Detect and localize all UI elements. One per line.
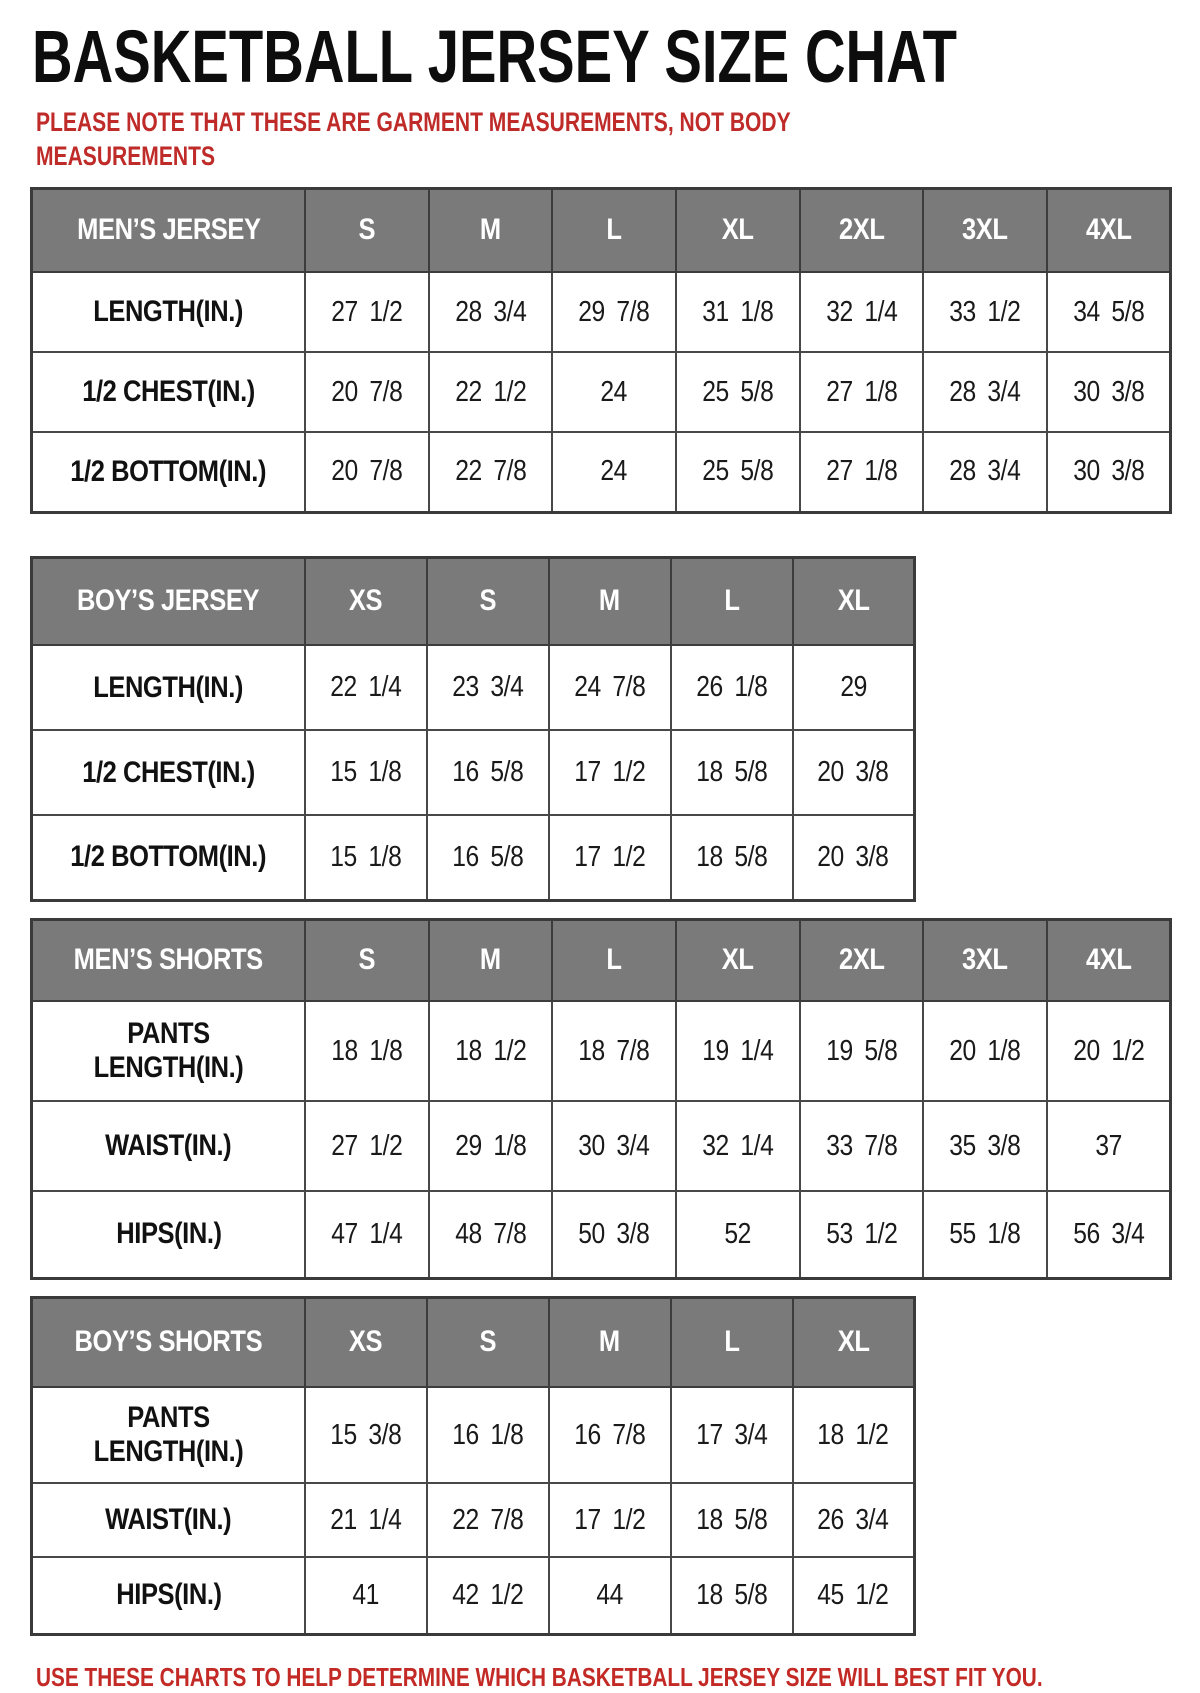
- size-column-header-s: [305, 919, 429, 1001]
- size-column-header-3xl-text: 3XL: [962, 213, 1008, 247]
- mens-jersey-table-section: [30, 187, 1172, 514]
- size-value: [676, 1191, 800, 1278]
- size-column-header-l-text: L: [724, 584, 740, 618]
- size-value: [305, 645, 427, 730]
- size-column-header-m: [549, 557, 671, 645]
- row-label: [32, 1191, 306, 1278]
- size-value: [671, 730, 793, 815]
- size-value-text: 41: [352, 1578, 380, 1611]
- size-value: [800, 1101, 924, 1191]
- size-column-header-xl-text: XL: [837, 1325, 870, 1359]
- boys-shorts-row-2: [32, 1483, 915, 1557]
- size-value: [427, 730, 549, 815]
- size-column-header-xl: [676, 188, 800, 272]
- size-column-header-xs-text: XS: [349, 584, 383, 618]
- size-column-header-3xl-text: 3XL: [962, 943, 1008, 977]
- boys-jersey-table-section: [30, 556, 1172, 902]
- row-label-text: PANTS LENGTH(IN.): [93, 1016, 244, 1085]
- size-value: [1047, 272, 1171, 352]
- size-value: [1047, 1191, 1171, 1278]
- size-value-text: 25 5/8: [702, 455, 774, 488]
- size-value-text: 17 3/4: [696, 1418, 768, 1451]
- size-value: [552, 1101, 676, 1191]
- size-value-text: 33 1/2: [949, 295, 1021, 328]
- size-column-header-m-text: M: [480, 943, 501, 977]
- row-label: [32, 730, 306, 815]
- size-column-header-m: [429, 188, 553, 272]
- size-value-text: 32 1/4: [825, 295, 897, 328]
- boys-shorts-table: [30, 1296, 916, 1636]
- size-value-text: 25 5/8: [702, 375, 774, 408]
- size-value-text: 24: [600, 375, 628, 408]
- size-value: [305, 1191, 429, 1278]
- size-value: [800, 272, 924, 352]
- size-value-text: 18 5/8: [696, 756, 768, 789]
- size-value: [800, 1001, 924, 1101]
- size-value: [1047, 1101, 1171, 1191]
- size-column-header-l-text: L: [724, 1325, 740, 1359]
- page-title: [32, 16, 1172, 99]
- size-column-header-4xl-text: 4XL: [1085, 213, 1132, 247]
- boys-shorts-label: [32, 1297, 306, 1387]
- size-column-header-xl-text: XL: [721, 943, 754, 977]
- row-label-text: 1/2 BOTTOM(IN.): [70, 454, 267, 488]
- row-label-text: HIPS(IN.): [115, 1217, 222, 1251]
- size-value: [549, 1557, 671, 1634]
- garment-measurement-note-text: PLEASE NOTE THAT THESE ARE GARMENT MEASUREMENTS, NOT BODY MEASUREMENTS: [36, 106, 791, 171]
- size-value: [552, 272, 676, 352]
- size-column-header-m-text: M: [599, 1325, 621, 1359]
- boys-shorts-row-1: [32, 1387, 915, 1483]
- size-value: [549, 645, 671, 730]
- size-value-text: 45 1/2: [817, 1578, 889, 1611]
- size-value-text: 22 7/8: [454, 455, 527, 488]
- footer-note: [36, 1662, 1172, 1693]
- size-value: [800, 432, 924, 512]
- size-value: [429, 352, 553, 432]
- size-value: [923, 1001, 1047, 1101]
- mens-shorts-label-text: MEN’S SHORTS: [73, 943, 263, 977]
- size-value-text: 29: [839, 671, 867, 704]
- row-label-text: WAIST(IN.): [105, 1503, 232, 1537]
- page-title-text: BASKETBALL JERSEY SIZE CHAT: [32, 15, 957, 98]
- size-value-text: 47 1/4: [331, 1217, 403, 1250]
- size-value-text: 56 3/4: [1072, 1217, 1144, 1250]
- size-column-header-l-text: L: [606, 943, 622, 977]
- size-value-text: 44: [596, 1578, 624, 1611]
- mens-jersey-label: [32, 188, 306, 272]
- size-value: [427, 815, 549, 900]
- size-value: [549, 815, 671, 900]
- size-value: [305, 1483, 427, 1557]
- size-value-text: 34 5/8: [1072, 295, 1144, 328]
- row-label-text: PANTS LENGTH(IN.): [93, 1400, 244, 1469]
- size-column-header-2xl: [800, 919, 924, 1001]
- size-value-text: 23 3/4: [452, 671, 524, 704]
- row-label: [32, 1101, 306, 1191]
- size-column-header-l: [552, 919, 676, 1001]
- mens-shorts-row-1: [32, 1001, 1171, 1101]
- size-value: [676, 272, 800, 352]
- mens-jersey-table: [30, 187, 1172, 514]
- size-value-text: 16 7/8: [574, 1418, 646, 1451]
- size-value-text: 37: [1095, 1129, 1122, 1162]
- size-column-header-4xl: [1047, 188, 1171, 272]
- size-value: [800, 1191, 924, 1278]
- size-value-text: 18 7/8: [578, 1034, 650, 1067]
- size-value-text: 35 3/8: [949, 1129, 1021, 1162]
- size-column-header-l: [552, 188, 676, 272]
- size-value: [549, 1387, 671, 1483]
- size-value-text: 30 3/8: [1072, 375, 1144, 408]
- size-value-text: 17 1/2: [574, 756, 646, 789]
- size-value-text: 48 7/8: [454, 1217, 527, 1250]
- size-value-text: 21 1/4: [330, 1503, 402, 1536]
- size-column-header-xs-text: XS: [349, 1325, 383, 1359]
- row-label: [32, 432, 306, 512]
- size-value-text: 18 1/2: [454, 1034, 527, 1067]
- boys-shorts-label-text: BOY’S SHORTS: [74, 1325, 263, 1359]
- size-column-header-l: [671, 557, 793, 645]
- size-column-header-3xl: [923, 919, 1047, 1001]
- size-value: [429, 1001, 553, 1101]
- size-column-header-4xl-text: 4XL: [1085, 943, 1132, 977]
- row-label: [32, 1483, 306, 1557]
- size-column-header-s-text: S: [479, 1325, 497, 1359]
- size-value: [671, 1483, 793, 1557]
- size-value-text: 29 1/8: [454, 1129, 527, 1162]
- size-value: [923, 272, 1047, 352]
- size-value: [793, 1387, 915, 1483]
- boys-shorts-row-3: [32, 1557, 915, 1634]
- row-label-text: HIPS(IN.): [115, 1578, 222, 1612]
- size-column-header-s-text: S: [358, 213, 376, 247]
- mens-jersey-row-2: [32, 352, 1171, 432]
- size-value-text: 27 1/2: [331, 295, 403, 328]
- row-label: [32, 815, 306, 900]
- size-value: [671, 1387, 793, 1483]
- size-value-text: 27 1/8: [825, 455, 897, 488]
- size-value: [923, 352, 1047, 432]
- size-value: [429, 272, 553, 352]
- size-value-text: 20 7/8: [331, 375, 403, 408]
- row-label-text: LENGTH(IN.): [93, 670, 244, 704]
- row-label-text: 1/2 CHEST(IN.): [82, 375, 255, 409]
- mens-shorts-table: [30, 918, 1172, 1280]
- size-value: [305, 1101, 429, 1191]
- garment-measurement-note: [36, 105, 1172, 173]
- size-value: [793, 645, 915, 730]
- size-value: [305, 432, 429, 512]
- size-value-text: 19 5/8: [825, 1034, 897, 1067]
- size-column-header-2xl: [800, 188, 924, 272]
- boys-jersey-label: [32, 557, 306, 645]
- size-value-text: 22 7/8: [452, 1503, 524, 1536]
- size-value-text: 22 1/2: [454, 375, 527, 408]
- size-value: [305, 815, 427, 900]
- size-value: [552, 1191, 676, 1278]
- size-value: [305, 352, 429, 432]
- size-column-header-m: [549, 1297, 671, 1387]
- size-value-text: 15 1/8: [330, 756, 402, 789]
- size-value-text: 27 1/8: [825, 375, 897, 408]
- mens-jersey-row-1: [32, 272, 1171, 352]
- size-value: [305, 272, 429, 352]
- size-value-text: 30 3/4: [578, 1129, 650, 1162]
- size-value-text: 42 1/2: [452, 1578, 524, 1611]
- size-value-text: 27 1/2: [331, 1129, 403, 1162]
- row-label: [32, 352, 306, 432]
- size-value-text: 17 1/2: [574, 840, 646, 873]
- size-column-header-4xl: [1047, 919, 1171, 1001]
- size-value-text: 20 1/8: [949, 1034, 1021, 1067]
- size-value: [427, 1557, 549, 1634]
- size-value: [429, 432, 553, 512]
- row-label-text: LENGTH(IN.): [93, 295, 244, 329]
- footer-note-text: USE THESE CHARTS TO HELP DETERMINE WHICH BASKETBALL JERSEY SIZE WILL BEST FIT YOU.: [36, 1661, 1043, 1692]
- size-value: [552, 432, 676, 512]
- size-value: [429, 1191, 553, 1278]
- size-column-header-2xl-text: 2XL: [838, 213, 885, 247]
- size-value-text: 18 5/8: [696, 840, 768, 873]
- size-value-text: 32 1/4: [702, 1129, 774, 1162]
- size-value: [305, 730, 427, 815]
- size-column-header-s-text: S: [479, 584, 497, 618]
- size-value-text: 20 7/8: [331, 455, 403, 488]
- size-value-text: 20 1/2: [1072, 1034, 1144, 1067]
- size-value: [793, 1557, 915, 1634]
- size-value-text: 18 1/8: [331, 1034, 403, 1067]
- size-value: [671, 815, 793, 900]
- size-value-text: 18 5/8: [696, 1578, 768, 1611]
- size-column-header-s: [427, 1297, 549, 1387]
- size-value-text: 31 1/8: [702, 295, 774, 328]
- size-value: [1047, 1001, 1171, 1101]
- size-value-text: 17 1/2: [574, 1503, 646, 1536]
- size-value: [676, 1101, 800, 1191]
- mens-shorts-row-2: [32, 1101, 1171, 1191]
- boys-jersey-label-text: BOY’S JERSEY: [77, 584, 260, 618]
- row-label: [32, 1387, 306, 1483]
- row-label: [32, 1001, 306, 1101]
- size-column-header-l: [671, 1297, 793, 1387]
- mens-shorts-row-3: [32, 1191, 1171, 1278]
- size-value-text: 50 3/8: [578, 1217, 650, 1250]
- size-value: [793, 1483, 915, 1557]
- size-column-header-m: [429, 919, 553, 1001]
- size-value: [676, 432, 800, 512]
- size-column-header-xl-text: XL: [721, 213, 754, 247]
- size-value-text: 20 3/8: [817, 840, 889, 873]
- size-value-text: 16 5/8: [452, 840, 524, 873]
- size-value: [676, 1001, 800, 1101]
- size-column-header-xl: [793, 557, 915, 645]
- row-label: [32, 1557, 306, 1634]
- size-column-header-xl-text: XL: [837, 584, 870, 618]
- size-value: [305, 1387, 427, 1483]
- size-value-text: 18 5/8: [696, 1503, 768, 1536]
- boys-jersey-row-3: [32, 815, 915, 900]
- size-column-header-2xl-text: 2XL: [838, 943, 885, 977]
- size-value: [923, 432, 1047, 512]
- size-column-header-m-text: M: [599, 584, 621, 618]
- row-label-text: WAIST(IN.): [105, 1129, 232, 1163]
- size-value: [671, 1557, 793, 1634]
- size-value: [429, 1101, 553, 1191]
- size-column-header-s: [427, 557, 549, 645]
- size-value-text: 28 3/4: [949, 455, 1021, 488]
- size-value: [427, 1483, 549, 1557]
- size-value: [671, 645, 793, 730]
- size-value-text: 28 3/4: [454, 295, 527, 328]
- row-label: [32, 645, 306, 730]
- size-value-text: 52: [724, 1217, 752, 1250]
- row-label-text: 1/2 BOTTOM(IN.): [70, 840, 267, 874]
- size-column-header-m-text: M: [480, 213, 501, 247]
- size-column-header-3xl: [923, 188, 1047, 272]
- size-value: [923, 1191, 1047, 1278]
- size-column-header-s: [305, 188, 429, 272]
- mens-shorts-label: [32, 919, 306, 1001]
- size-column-header-xl: [793, 1297, 915, 1387]
- size-value: [305, 1557, 427, 1634]
- size-value: [1047, 352, 1171, 432]
- boys-jersey-row-2: [32, 730, 915, 815]
- size-value-text: 24: [600, 455, 628, 488]
- size-value: [793, 730, 915, 815]
- boys-jersey-row-1: [32, 645, 915, 730]
- size-value-text: 29 7/8: [578, 295, 650, 328]
- size-value-text: 18 1/2: [817, 1418, 889, 1451]
- mens-shorts-header-row: [32, 919, 1171, 1001]
- mens-shorts-table-section: [30, 918, 1172, 1280]
- size-value: [923, 1101, 1047, 1191]
- row-label: [32, 272, 306, 352]
- size-value-text: 16 5/8: [452, 756, 524, 789]
- size-column-header-s-text: S: [358, 943, 376, 977]
- size-value: [552, 1001, 676, 1101]
- size-value-text: 26 1/8: [696, 671, 768, 704]
- size-value-text: 24 7/8: [574, 671, 646, 704]
- size-column-header-xs: [305, 1297, 427, 1387]
- size-value-text: 19 1/4: [702, 1034, 774, 1067]
- size-value-text: 22 1/4: [330, 671, 402, 704]
- size-value-text: 28 3/4: [949, 375, 1021, 408]
- size-value-text: 33 7/8: [825, 1129, 897, 1162]
- size-column-header-l-text: L: [606, 213, 622, 247]
- size-value-text: 15 1/8: [330, 840, 402, 873]
- boys-shorts-header-row: [32, 1297, 915, 1387]
- size-value-text: 20 3/8: [817, 756, 889, 789]
- size-value: [800, 352, 924, 432]
- size-value: [549, 1483, 671, 1557]
- boys-jersey-table: [30, 556, 916, 902]
- size-value: [1047, 432, 1171, 512]
- size-value-text: 53 1/2: [825, 1217, 897, 1250]
- size-value: [676, 352, 800, 432]
- mens-jersey-header-row: [32, 188, 1171, 272]
- size-value: [305, 1001, 429, 1101]
- size-column-header-xl: [676, 919, 800, 1001]
- size-value-text: 26 3/4: [817, 1503, 889, 1536]
- size-value-text: 16 1/8: [452, 1418, 524, 1451]
- boys-shorts-table-section: [30, 1296, 1172, 1636]
- size-value-text: 15 3/8: [330, 1418, 402, 1451]
- size-value: [427, 645, 549, 730]
- row-label-text: 1/2 CHEST(IN.): [82, 755, 255, 789]
- mens-jersey-label-text: MEN’S JERSEY: [76, 213, 261, 247]
- size-value: [549, 730, 671, 815]
- size-value-text: 30 3/8: [1072, 455, 1144, 488]
- boys-jersey-header-row: [32, 557, 915, 645]
- size-value: [427, 1387, 549, 1483]
- size-value: [552, 352, 676, 432]
- mens-jersey-row-3: [32, 432, 1171, 512]
- size-column-header-xs: [305, 557, 427, 645]
- size-value-text: 55 1/8: [949, 1217, 1021, 1250]
- size-value: [793, 815, 915, 900]
